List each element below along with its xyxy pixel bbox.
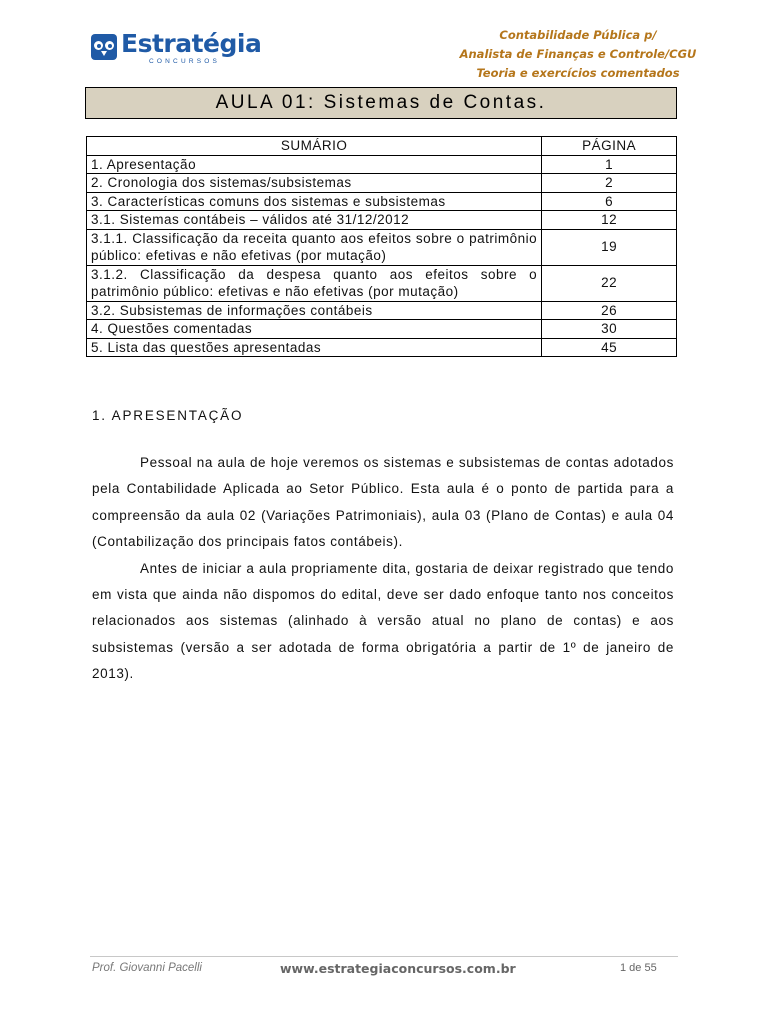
table-row [87, 155, 677, 174]
toc-item: 5. Lista das questões apresentadas [87, 338, 542, 357]
footer-url[interactable]: www.estrategiaconcursos.com.br [280, 961, 516, 976]
estrategia-logo [91, 29, 262, 68]
table-row [87, 265, 677, 301]
paragraph: Antes de iniciar a aula propriamente dita, gostaria de deixar registrado que tendo em vista que ainda não dispomos do edital, deve ser dado enfoque tanto nos conceitos relacionados aos sistemas (alinhado à versão atual no plano de contas) e aos subsistemas (versão a ser adotada de forma obrigatória a partir de 1º de janeiro de 2013). [92, 560, 674, 682]
table-row [87, 192, 677, 211]
logo-subtext: CONCURSOS [149, 58, 221, 65]
table-row [87, 301, 677, 320]
toc-page: 19 [542, 229, 677, 265]
section-heading: 1. APRESENTAÇÃO [92, 408, 244, 423]
toc-page: 45 [542, 338, 677, 357]
toc-item: 3.1.2. Classificação da despesa quanto aos efeitos sobre o patrimônio público: efetivas e não efetivas (por mutação) [87, 265, 542, 301]
lesson-title: AULA 01: Sistemas de Contas. [85, 87, 677, 119]
logo-name: Estratégia [121, 29, 262, 58]
table-row [87, 211, 677, 230]
footer-author: Prof. Giovanni Pacelli [92, 962, 202, 974]
toc-page: 22 [542, 265, 677, 301]
footer-page-number: 1 de 55 [620, 962, 657, 974]
toc-page: 6 [542, 192, 677, 211]
toc-item: 3.1.1. Classificação da receita quanto aos efeitos sobre o patrimônio público: efetivas e não efetivas (por mutação) [87, 229, 542, 265]
course-title: Contabilidade Pública p/ [499, 28, 657, 42]
summary-table [86, 136, 677, 357]
table-row [87, 174, 677, 193]
toc-page: 30 [542, 320, 677, 339]
footer-divider [90, 956, 678, 957]
table-header-row [87, 137, 677, 156]
summary-column-header: SUMÁRIO [87, 137, 542, 156]
table-row [87, 338, 677, 357]
toc-item: 2. Cronologia dos sistemas/subsistemas [87, 174, 542, 193]
toc-page: 26 [542, 301, 677, 320]
toc-page: 12 [542, 211, 677, 230]
paragraph: Pessoal na aula de hoje veremos os sistemas e subsistemas de contas adotados pela Contabilidade Aplicada ao Setor Público. Esta aula é o ponto de partida para a compreensão da aula 02 (Variações Patrimoniais), aula 03 (Plano de Contas) e aula 04 (Contabilização dos principais fatos contábeis). [92, 455, 674, 550]
toc-item: 3.1. Sistemas contábeis – válidos até 31/12/2012 [87, 211, 542, 230]
page-column-header: PÁGINA [542, 137, 677, 156]
body-text [92, 450, 674, 688]
toc-item: 3. Características comuns dos sistemas e subsistemas [87, 192, 542, 211]
toc-item: 3.2. Subsistemas de informações contábeis [87, 301, 542, 320]
toc-item: 4. Questões comentadas [87, 320, 542, 339]
table-row [87, 229, 677, 265]
owl-icon [91, 34, 117, 60]
toc-page: 1 [542, 155, 677, 174]
toc-page: 2 [542, 174, 677, 193]
table-row [87, 320, 677, 339]
course-header [428, 26, 728, 83]
course-subtitle: Teoria e exercícios comentados [476, 66, 680, 80]
course-target: Analista de Finanças e Controle/CGU [459, 47, 697, 61]
toc-item: 1. Apresentação [87, 155, 542, 174]
